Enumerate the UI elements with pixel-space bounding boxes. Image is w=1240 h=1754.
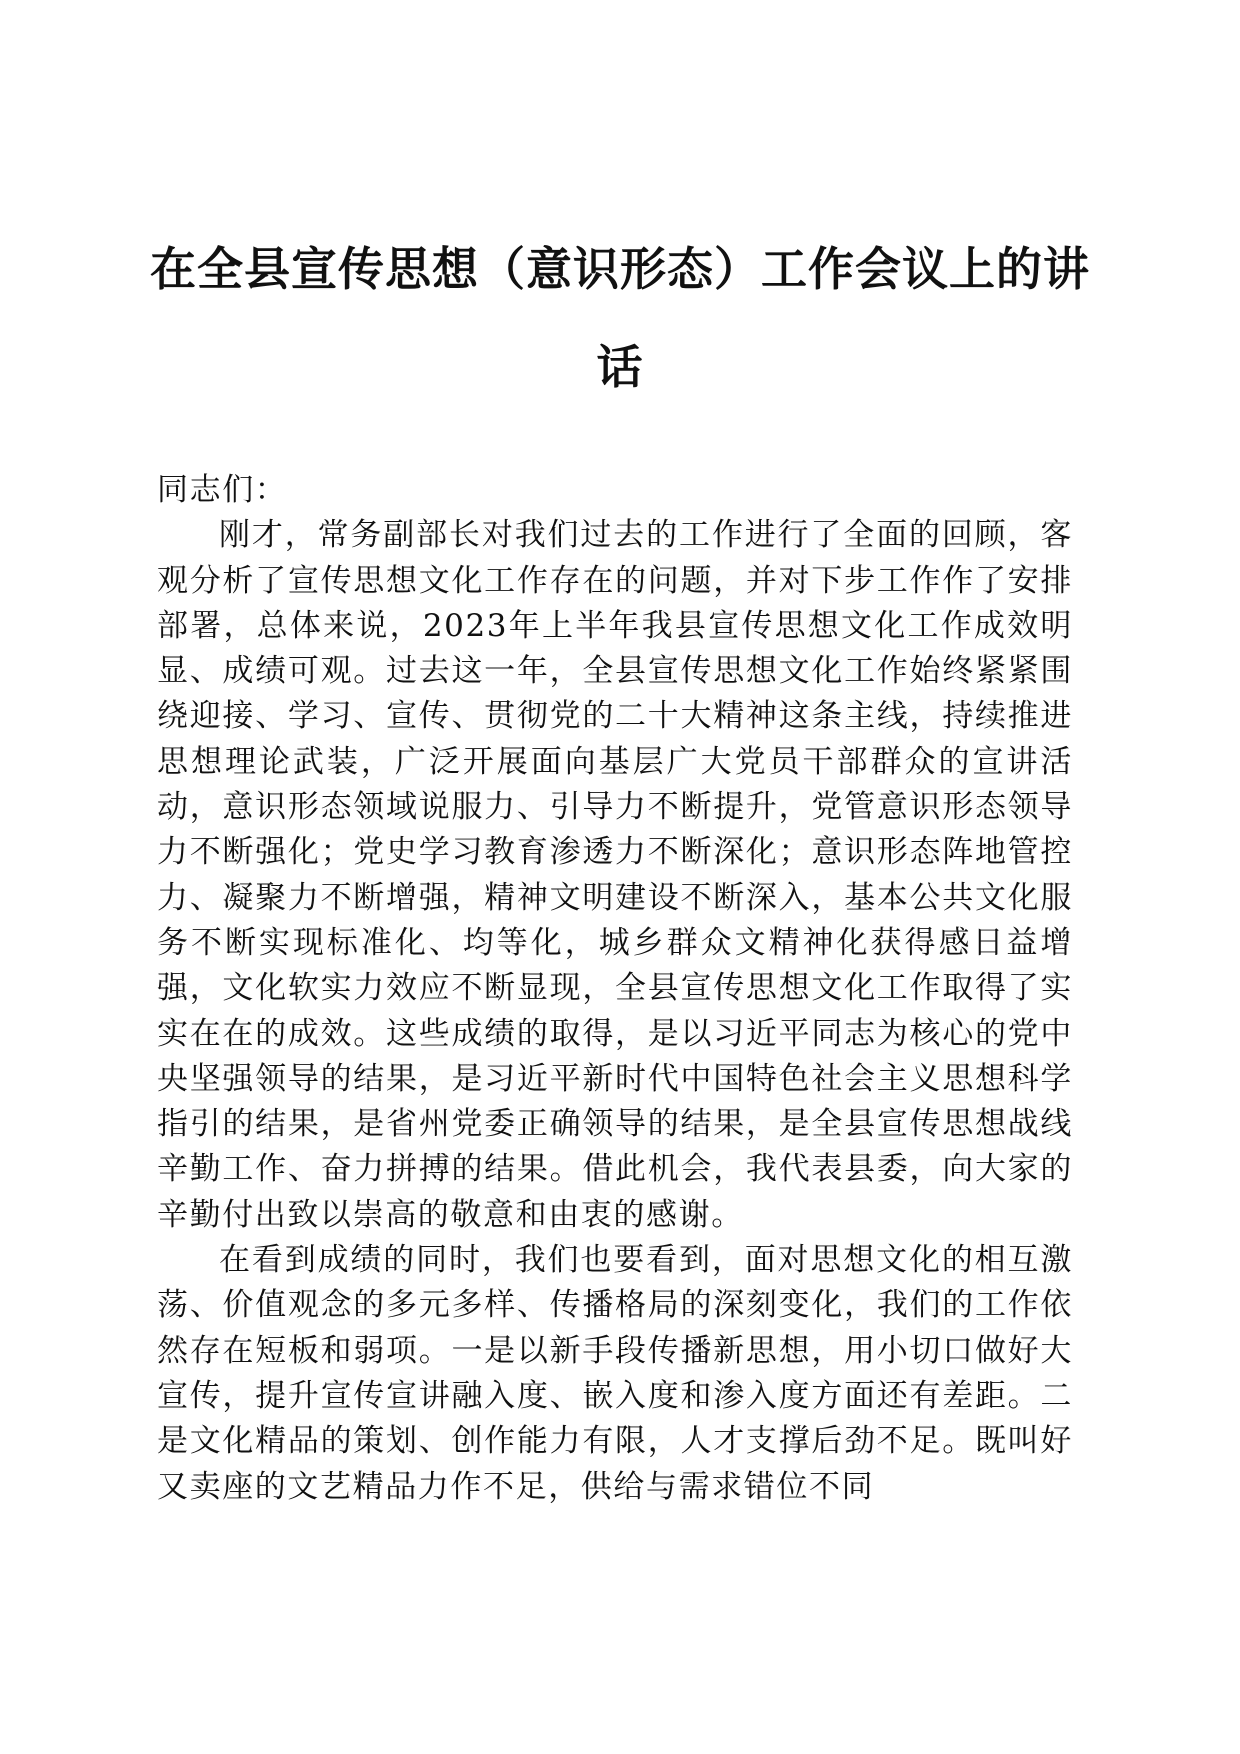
- document-title: 在全县宣传思想（意识形态）工作会议上的讲话: [150, 242, 1090, 394]
- paragraph-shortcomings: 在看到成绩的同时，我们也要看到，面对思想文化的相互激荡、价值观念的多元多样、传播格局的深刻变化，我们的工作依然存在短板和弱项。一是以新手段传播新思想，用小切口做好大宣传，提升宣传宣讲融入度、嵌入度和渗入度方面还有差距。二是文化精品的策划、创作能力有限，人才支撑后劲不足。既叫好又卖座的文艺精品力作不足，供给与需求错位不同: [157, 1242, 1073, 1505]
- salutation: 同志们：: [157, 472, 288, 508]
- paragraph-review: 刚才，常务副部长对我们过去的工作进行了全面的回顾，客观分析了宣传思想文化工作存在的问题，并对下步工作作了安排部署，总体来说，2023年上半年我县宣传思想文化工作成效明显、成绩可观。过去这一年，全县宣传思想文化工作始终紧紧围绕迎接、学习、宣传、贯彻党的二十大精神这条主线，持续推进思想理论武装，广泛开展面向基层广大党员干部群众的宣讲活动，意识形态领域说服力、引导力不断提升，党管意识形态领导力不断强化；党史学习教育渗透力不断深化；意识形态阵地管控力、凝聚力不断增强，精神文明建设不断深入，基本公共文化服务不断实现标准化、均等化，城乡群众文精神化获得感日益增强，文化软实力效应不断显现，全县宣传思想文化工作取得了实实在在的成效。这些成绩的取得，是以习近平同志为核心的党中央坚强领导的结果，是习近平新时代中国特色社会主义思想科学指引的结果，是省州党委正确领导的结果，是全县宣传思想战线辛勤工作、奋力拼搏的结果。借此机会，我代表县委，向大家的辛勤付出致以崇高的敬意和由衷的感谢。: [157, 517, 1073, 1233]
- document-body: [157, 468, 1073, 1510]
